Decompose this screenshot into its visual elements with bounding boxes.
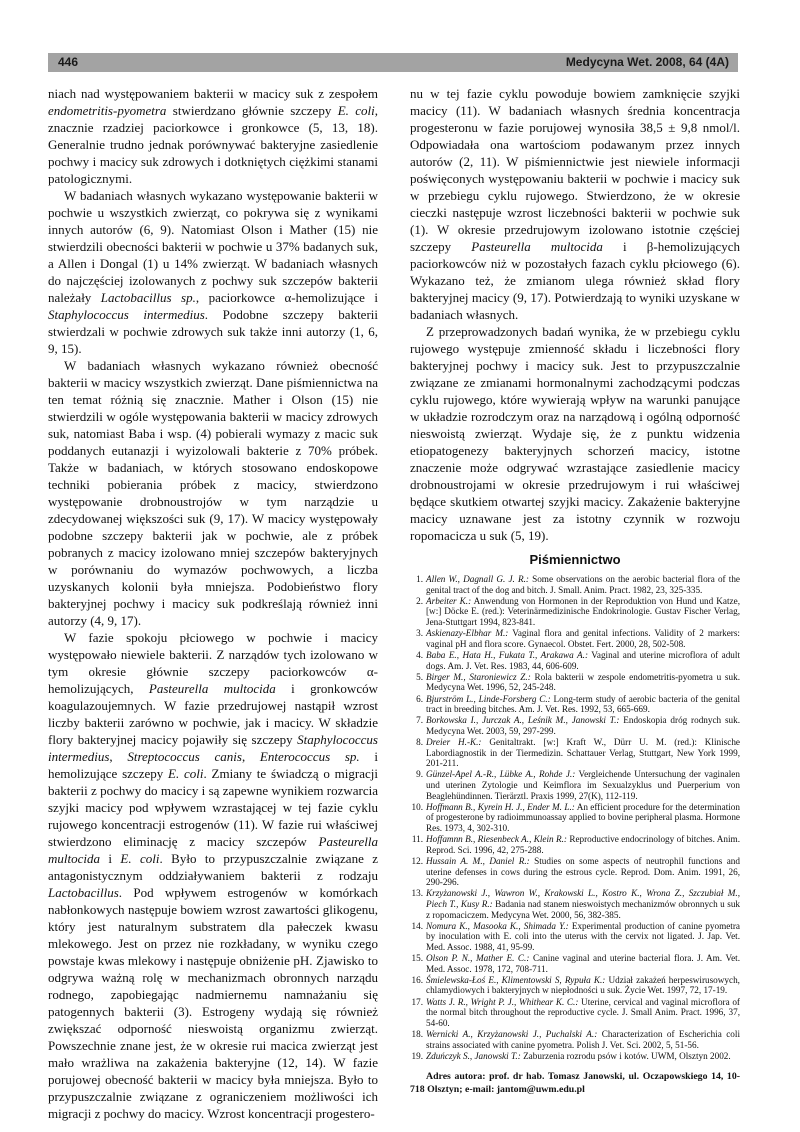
reference-authors: Wernicki A., Krzyżanowski J., Puchalski A.: (426, 1029, 598, 1040)
reference-item (410, 856, 740, 888)
references-heading: Piśmiennictwo (529, 552, 621, 567)
references-list (410, 574, 740, 1061)
paragraph: W badaniach własnych wykazano występowanie bakterii w pochwie u wszystkich zwierząt, co pokrywa się z wynikami innych autorów (6, 9). Natomiast Olson i Mather (15) nie stwierdzili obecności bakterii w pochwie u 37% badanych suk, a Allen i Dongal (1) u 14% zwierząt. W badaniach własnych do najczęściej izolowanych z pochwy suk szczepów bakterii należały Lactobacillus sp., paciorkowce α-hemolizujące i Staphylococcus intermedius. Podobne szczepy bakterii stwierdzali w pochwie zdrowych suk także inni autorzy (1, 6, 9, 15). (48, 188, 379, 356)
reference-authors: Baba E., Hata H., Fukata T., Arakawa A.: (426, 649, 589, 660)
reference-number: 1. (416, 574, 423, 584)
left-column (48, 85, 378, 1122)
reference-text: Vaginal and uterine microflora of adult dogs. Am. J. Vet. Res. 1983, 44, 606-609. (426, 649, 741, 671)
reference-text: Vaginal flora and genital infections. Validity of 2 markers: vaginal pH and flora score. Gynaecol. Obstet. Fert. 2000, 28, 502-508. (426, 628, 740, 649)
reference-item (410, 997, 740, 1029)
reference-authors: Zduńczyk S., Janowski T.: (426, 1050, 521, 1061)
reference-authors: Watts J. R., Wright P. J., Whithear K. C.: (426, 996, 579, 1007)
reference-authors: Hussain A. M., Daniel R.: (426, 855, 530, 866)
reference-text: Vergleichende Untersuchung der vaginalen und uterinen Zytologie und Keimflora im Sexualzyklus und Puerperium von Beaglehündinnen. Tierärztl. Praxis 1999, 27(K), 112-119. (426, 769, 740, 801)
reference-item (410, 596, 740, 628)
reference-number: 14. (411, 920, 423, 931)
reference-authors: Olson P. N., Mather E. C.: (426, 953, 530, 964)
reference-text: Genitaltrakt. [w:] Kraft W., Dürr U. M. (red.): Klinische Labordiagnostik in der Tiermedizin. Schattauer Verlag, Stuttgart, New York 1999, 201-211. (426, 737, 740, 769)
reference-item (410, 802, 740, 834)
reference-authors: Krzyżanowski J., Wawron W., Krakowski L., Kostro K., Wrona Z., Szczubiał M., Piech T., Kusy R.: (426, 888, 740, 909)
author-address: Adres autora: prof. dr hab. Tomasz Janowski, ul. Oczapowskiego 14, 10-718 Olsztyn; e-mail: jantom@uwm.edu.pl (410, 1071, 740, 1095)
reference-text: Long-term study of aerobic bacteria of the genital tract in breeding bitches. Am. J. Vet. Res. 1992, 53, 665-669. (426, 693, 740, 715)
reference-text: Experimental production of canine pyometra by inoculation with E. coli into the uterus with the cervix not ligated. J. Jap. Vet. Med. Assoc. 1988, 41, 95-99. (426, 920, 740, 952)
reference-item (410, 888, 740, 920)
reference-item (410, 953, 740, 974)
reference-number: 15. (411, 953, 423, 964)
reference-number: 6. (416, 693, 423, 704)
reference-text: Canine vaginal and uterine bacterial flora. J. Am. Vet. Med. Assoc. 1978, 172, 708-711. (426, 953, 740, 974)
right-column (410, 85, 740, 1096)
reference-item (410, 737, 740, 769)
reference-text: An efficient procedure for the determination of progesterone by radioimmunoassay applied to bovine peripheral plasma. Hormone Res. 1973, 4, 302-310. (426, 801, 740, 833)
reference-text: Rola bakterii w zespole endometritis-pyometra u suk. Medycyna Wet. 1996, 52, 245-248. (426, 671, 740, 693)
reference-number: 2. (416, 595, 423, 606)
reference-item (410, 769, 740, 801)
reference-authors: Askienazy-Elbhar M.: (426, 628, 509, 639)
reference-text: Badania nad stanem nieswoistych mechanizmów obronnych u suk z ropomaciczem. Medycyna Wet. 2000, 56, 382-385. (426, 898, 741, 920)
paragraph: W fazie spokoju płciowego w pochwie i macicy występowało niewiele bakterii. Z narządów tych izolowano w tym okresie głównie szczepy paciorkowców α-hemolizujących, Pasteurella multocida i gronkowców koagulazoujemnych. W fazie przedrujowej nastąpił wzrost liczby bakterii zarówno w pochwie, jak i macicy. W składzie flory bakteryjnej macicy pojawiły się szczepy Staphylococcus intermedius, Streptococcus canis, Enterococcus sp. i hemolizujące szczepy E. coli. Zmiany te świadczą o migracji bakterii z pochwy do macicy i są zapewne wynikiem rozwarcia szyjki macicy pod wpływem wzrastającej w tej fazie cyklu rujowego koncentracji estrogenów (11). W fazie rui właściwej stwierdzono eliminację z macicy szczepów Pasteurella multocida i E. coli. Było to przypuszczalnie związane z antagonistycznym oddziaływaniem bakterii z rodzaju Lactobacillus. Pod wpływem estrogenów w komórkach nabłonkowych następuje bowiem wzrost zawartości glikogenu, który jest naturalnym substratem dla pałeczek kwasu mlekowego. Jest on przez nie rozkładany, w wyniku czego powstaje kwas mlekowy i następuje obniżenie pH. Zjawisko to odgrywa ważną rolę w mechanizmach obronnych narządu rodnego, zapobiegając nadmiernemu namnażaniu się patogennych bakterii (3). Estrogeny wydają się również zwiększać odporność nieswoistą organizmu zwierząt. Powszechnie znane jest, że w okresie rui macica zwierząt jest mało wrażliwa na zakażenia bakteryjne (12, 14). W fazie porujowej obecność bakterii w macicy była mniejsza. Było to przypuszczalnie związane z ograniczeniem możliwości ich migracji z pochwy do macicy. Wzrost koncentracji progestero- (48, 630, 379, 1121)
reference-item (410, 628, 740, 649)
reference-text: Anwendung von Hormonen in der Reproduktion von Hund und Katze, [w:] Döcke E. (red.): Veterinärmedizinische Endokrinologie. Gustav Fischer Verlag, Jena-Stuttgart 1994, 823-841. (426, 595, 740, 627)
reference-item (410, 694, 740, 715)
reference-text: Reproductive endocrinology of bitches. Anim. Reprod. Sci. 1996, 42, 275-288. (426, 834, 740, 855)
reference-item (410, 715, 740, 736)
reference-number: 3. (416, 628, 423, 639)
page-number: 446 (58, 55, 79, 69)
reference-text: Endoskopia dróg rodnych suk. Medycyna Wet. 2003, 59, 297-299. (426, 715, 740, 736)
reference-number: 11. (411, 834, 423, 845)
reference-text: Zaburzenia rozrodu psów i kotów. UWM, Olsztyn 2002. (520, 1050, 731, 1061)
reference-number: 10. (411, 801, 423, 812)
reference-authors: Birger M., Staroniewicz Z.: (426, 671, 531, 682)
reference-item (410, 975, 740, 996)
reference-number: 12. (411, 855, 423, 866)
reference-number: 13. (411, 888, 423, 899)
reference-authors: Śmielewska-Łoś E., Klimentowski S, Rypuła K.: (426, 974, 606, 985)
reference-text: Uterine, cervical and vaginal microflora of the normal bitch throughout the reproductive cycle. J. Small Anim. Pract. 1996, 37, 54-60. (426, 996, 740, 1028)
reference-authors: Günzel-Apel A.-R., Lübke A., Rohde J.: (426, 769, 576, 780)
reference-item (410, 574, 740, 595)
running-header (48, 53, 738, 72)
reference-item (410, 650, 740, 671)
reference-number: 16. (411, 974, 423, 985)
reference-number: 17. (411, 996, 423, 1007)
reference-authors: Hoffmann B., Kyrein H. J., Ender M. L.: (426, 801, 575, 812)
reference-text: Characterization of Escherichia coli strains associated with canine pyometra. Polish J. Vet. Sci. 2002, 5, 51-56. (426, 1029, 740, 1050)
reference-authors: Dreier H.-K.: (426, 737, 482, 748)
reference-number: 4. (416, 649, 423, 660)
reference-text: Udział zakażeń herpeswirusowych, chlamydiowych i bakteryjnych w niepłodności u suk. Życie Wet. 1997, 72, 17-19. (426, 974, 740, 996)
reference-authors: Hoffamnn B., Riesenbeck A., Klein R.: (426, 834, 567, 845)
paragraph: W badaniach własnych wykazano również obecność bakterii w macicy wszystkich zwierząt. Dane piśmiennictwa na ten temat różnią się znacznie. Mather i Olson (15) nie stwierdzili w ogóle występowania bakterii w macicy zdrowych suk, natomiast Baba i wsp. (4) pobierali wymazy z macic suk poddanych eutanazji i wyizolowali bakterie z 70% próbek. Także w badaniach, w których stosowano endoskopowe techniki pobierania próbek z macicy, stwierdzono występowanie drobnoustrojów w tym narządzie u zdecydowanej większości suk (9, 17). W macicy występowały podobne szczepy bakterii jak w pochwie, ale z próbek pobranych z macicy izolowano mniej szczepów bakteryjnych w porównaniu do wymazów pochwowych, a liczba uzyskanych kolonii była mniejsza. Podobieństwo flory bakteryjnej pochwy i macicy suk podkreślają również inni autorzy (4, 9, 17). (48, 358, 378, 628)
reference-item (410, 672, 740, 693)
reference-number: 8. (416, 737, 423, 748)
reference-number: 7. (416, 715, 423, 726)
paragraph: Z przeprowadzonych badań wynika, że w przebiegu cyklu rujowego występuje zmienność składu i liczebności flory bakteryjnej pochwy i macicy suk. Jest to przypuszczalnie związane ze zmianami hormonalnymi zachodzącymi podczas cyklu rujowego, które wywierają wpływ na warunki panujące w układzie rozrodczym oraz na narządową i ogólną odporność nieswoistą zwierząt. Wydaje się, że z punktu widzenia etiopatogenezy bakteryjnych schorzeń macicy, istotne znaczenie może odgrywać wzrastające zasiedlenie macicy drobnoustrojami w okresie przedrujowym i rui właściwej będące skutkiem otwartej szyjki macicy. Zakażenie bakteryjne macicy uznawane jest za istotny czynnik w rozwoju ropomacicza u suk (5, 19). (410, 324, 740, 543)
reference-number: 19. (411, 1050, 423, 1061)
paragraph: nu w tej fazie cyklu powoduje bowiem zamknięcie szyjki macicy (11). W badaniach własnych średnia koncentracja progesteronu w fazie porujowej wynosiła 38,5 ± 9,8 nmol/l. Odpowiadała ona wartościom podawanym przez innych autorów (2, 11). W piśmiennictwie jest niewiele informacji poświęconych występowaniu bakterii w pochwie i macicy suk w przebiegu cyklu rujowego. Stwierdzono, że w okresie cieczki następuje wzrost liczebności bakterii w pochwie suk (1). W okresie przedrujowym izolowano istotnie częściej szczepy Pasteurella multocida i β-hemolizujących paciorkowców niż w pozostałych fazach cyklu płciowego (6). Wykazano też, że zmianom ulega również skład flory bakteryjnej macicy (9, 17). Potwierdzają to wyniki uzyskane w badaniach własnych. (410, 86, 741, 322)
reference-authors: Nomura K., Masooka K., Shimada Y.: (426, 920, 569, 931)
paragraph: niach nad występowaniem bakterii w macicy suk z zespołem endometritis-pyometra stwierdzano głównie szczepy E. coli, znacznie rzadziej paciorkowce i gronkowce (5, 13, 18). Generalnie trudno jednak porównywać bakteryjne zasiedlenie pochwy i macicy suk zdrowych i dotkniętych ciężkimi stanami patologicznymi. (48, 86, 378, 186)
reference-authors: Bjurström L., Linde-Forsberg C.: (426, 693, 551, 704)
journal-citation: Medycyna Wet. 2008, 64 (4A) (565, 55, 729, 69)
reference-number: 5. (416, 671, 423, 682)
reference-item (410, 921, 740, 953)
reference-item (410, 834, 740, 855)
reference-text: Some observations on the aerobic bacterial flora of the genital tract of the dog and bitch. J. Small. Anim. Pract. 1982, 23, 325-335. (426, 574, 740, 595)
reference-text: Studies on some aspects of neutrophil functions and uterine defenses in cows during the estrous cycle. Reprod. Dom. Anim. 1991, 26, 290-296. (426, 855, 740, 888)
reference-item (410, 1029, 740, 1050)
reference-item (410, 1051, 740, 1062)
reference-number: 18. (411, 1029, 423, 1040)
reference-number: 9. (416, 769, 423, 780)
reference-authors: Allen W., Dagnall G. J. R.: (426, 574, 529, 584)
reference-authors: Borkowska I., Jurczak A., Leśnik M., Janowski T.: (426, 715, 620, 726)
reference-authors: Arbeiter K.: (426, 595, 472, 606)
